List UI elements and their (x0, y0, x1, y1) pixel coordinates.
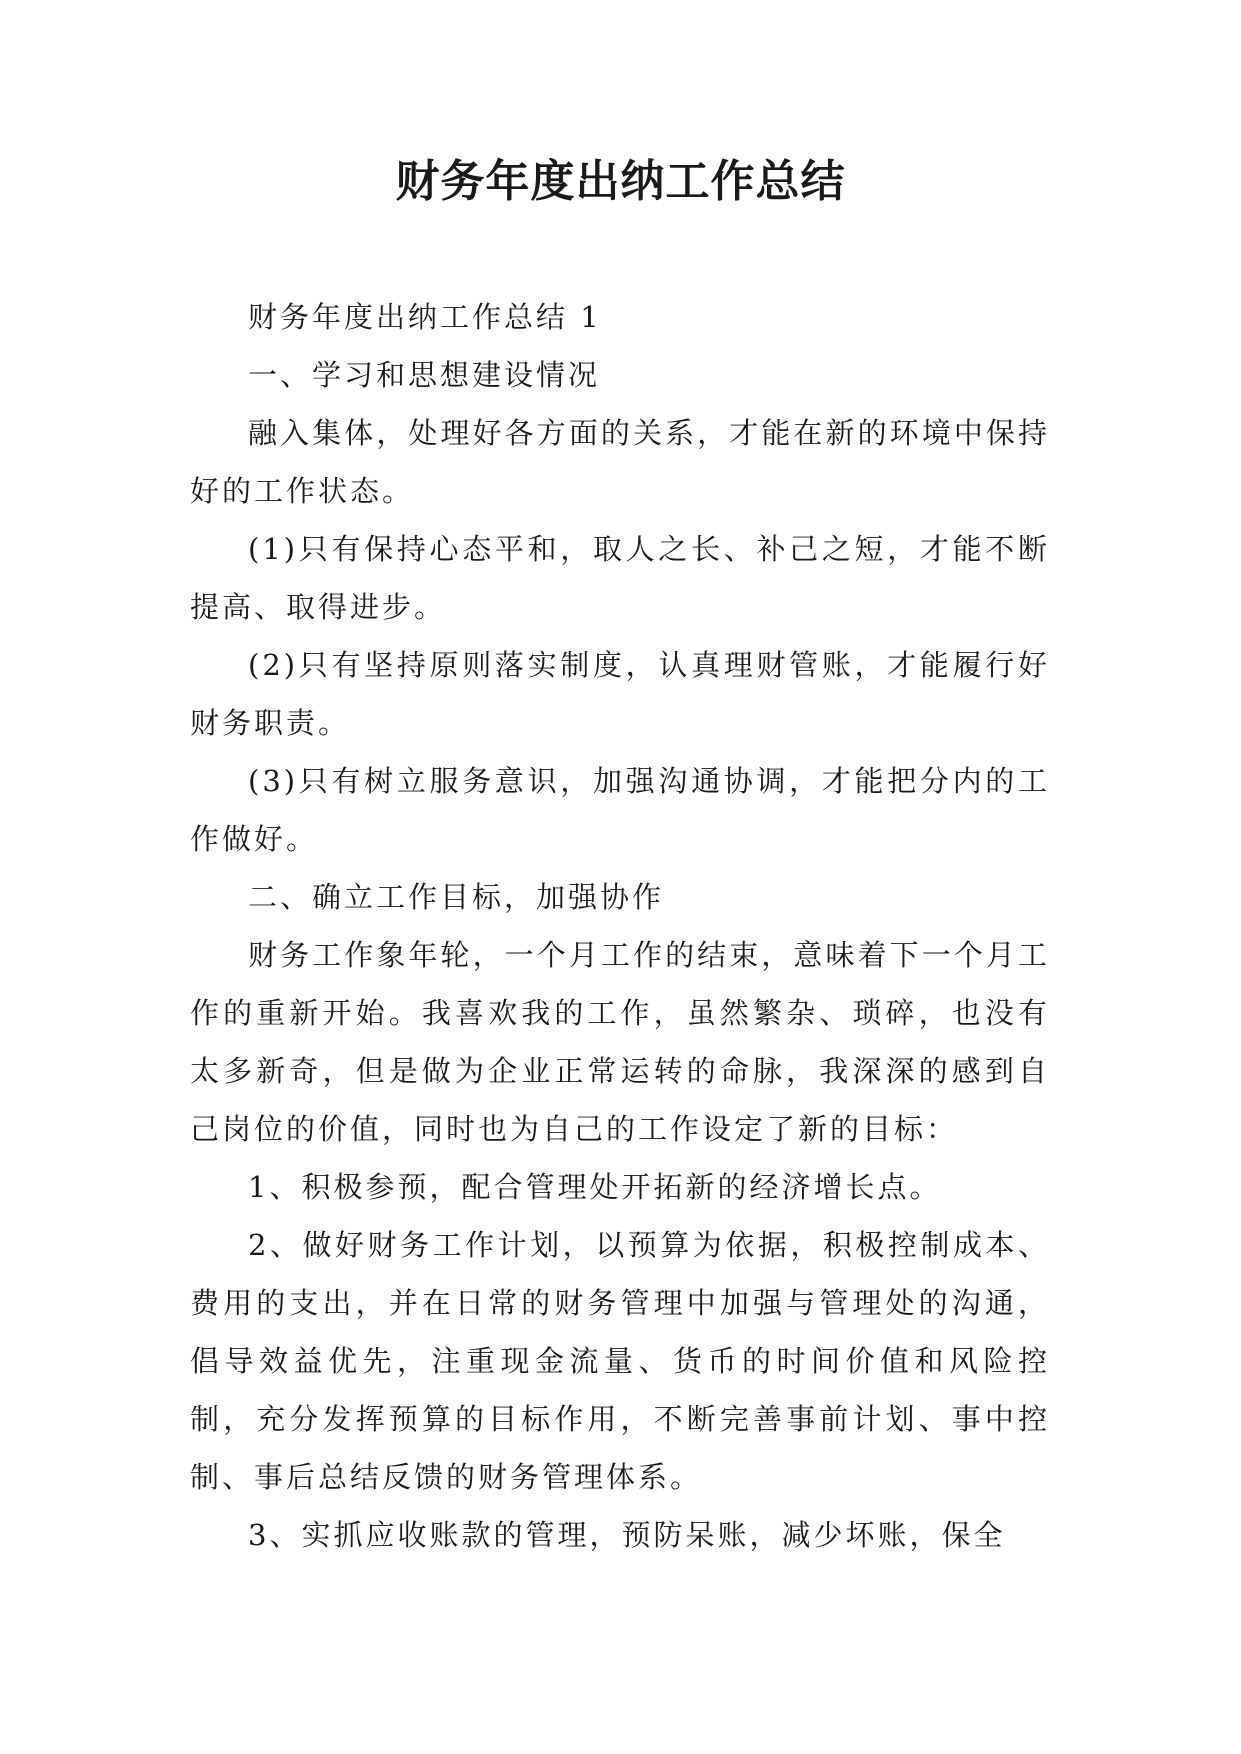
list-item-paragraph: 1、积极参预，配合管理处开拓新的经济增长点。 (248, 1170, 942, 1204)
body-paragraph: 融入集体，处理好各方面的关系，才能在新的环境中保持好的工作状态。 (190, 416, 1050, 508)
document-title: 财务年度出纳工作总结 (395, 156, 846, 207)
section-heading-1: 一、学习和思想建设情况 (248, 358, 601, 392)
list-item-paragraph: 2、做好财务工作计划，以预算为依据，积极控制成本、费用的支出，并在日常的财务管理中加强与管理处的沟通，倡导效益优先，注重现金流量、货币的时间价值和风险控制，充分发挥预算的目标作用，不断完善事前计划、事中控制、事后总结反馈的财务管理体系。 (190, 1228, 1050, 1494)
list-item-paragraph: (2)只有坚持原则落实制度，认真理财管账，才能履行好财务职责。 (190, 648, 1050, 740)
document-body (190, 288, 1050, 1564)
section-heading-2: 二、确立工作目标，加强协作 (248, 880, 665, 914)
list-item-paragraph: (1)只有保持心态平和，取人之长、补己之短，才能不断提高、取得进步。 (190, 532, 1050, 624)
body-paragraph: 财务工作象年轮，一个月工作的结束，意味着下一个月工作的重新开始。我喜欢我的工作，虽然繁杂、琐碎，也没有太多新奇，但是做为企业正常运转的命脉，我深深的感到自己岗位的价值，同时也为自己的工作设定了新的目标： (190, 938, 1050, 1146)
subtitle-paragraph: 财务年度出纳工作总结 1 (248, 300, 602, 334)
list-item-paragraph: 3、实抓应收账款的管理，预防呆账，减少坏账，保全 (248, 1518, 1006, 1552)
list-item-paragraph: (3)只有树立服务意识，加强沟通协调，才能把分内的工作做好。 (190, 764, 1050, 856)
